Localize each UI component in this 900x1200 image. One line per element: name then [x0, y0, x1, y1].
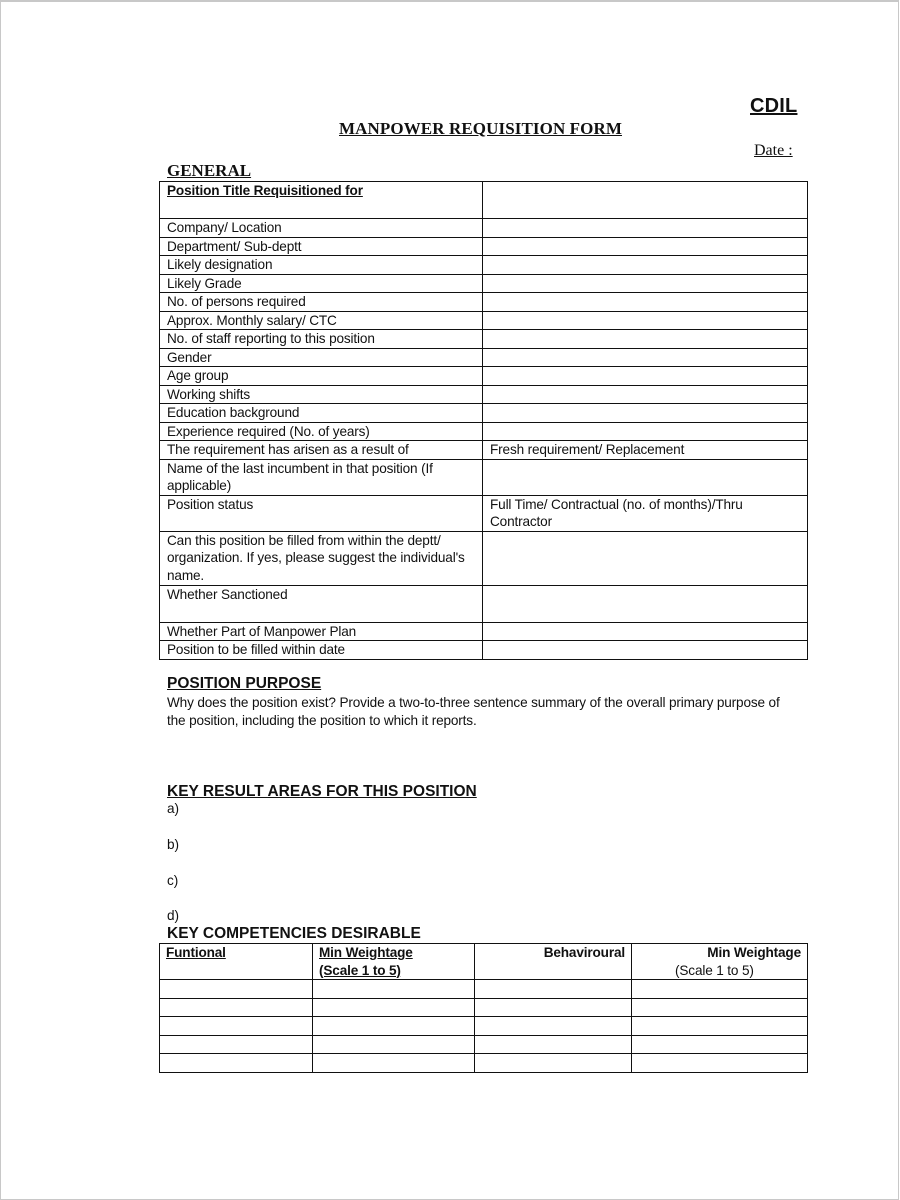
general-row	[160, 385, 808, 404]
competency-cell[interactable]	[632, 1054, 808, 1073]
field-value[interactable]: Fresh requirement/ Replacement	[483, 441, 808, 460]
field-label: Gender	[160, 348, 483, 367]
competency-row	[160, 1054, 808, 1073]
competency-row	[160, 980, 808, 999]
general-row	[160, 311, 808, 330]
general-row	[160, 459, 808, 495]
field-label: Age group	[160, 367, 483, 386]
field-value[interactable]	[483, 422, 808, 441]
competency-row	[160, 1017, 808, 1036]
general-row	[160, 622, 808, 641]
competency-cell[interactable]	[632, 1017, 808, 1036]
competency-cell[interactable]	[313, 1035, 475, 1054]
competency-cell[interactable]	[313, 980, 475, 999]
general-row	[160, 404, 808, 423]
field-value[interactable]	[483, 219, 808, 238]
competency-cell[interactable]	[313, 1017, 475, 1036]
col-behavioural: Behaviroural	[475, 944, 632, 980]
field-value[interactable]	[483, 256, 808, 275]
kra-item-d: d)	[167, 908, 180, 923]
field-label: Likely Grade	[160, 274, 483, 293]
field-label: Working shifts	[160, 385, 483, 404]
date-label: Date :	[754, 142, 793, 159]
competency-cell[interactable]	[160, 998, 313, 1017]
general-row	[160, 219, 808, 238]
general-row	[160, 274, 808, 293]
field-label: Position to be filled within date	[160, 641, 483, 660]
general-row	[160, 182, 808, 219]
key-result-areas-heading: KEY RESULT AREAS FOR THIS POSITION	[167, 783, 477, 800]
general-row	[160, 422, 808, 441]
col-functional: Funtional	[160, 944, 313, 980]
field-label: No. of persons required	[160, 293, 483, 312]
field-label: No. of staff reporting to this position	[160, 330, 483, 349]
form-title: MANPOWER REQUISITION FORM	[339, 119, 623, 138]
field-value[interactable]: Full Time/ Contractual (no. of months)/Thru Contractor	[483, 495, 808, 531]
general-row	[160, 641, 808, 660]
key-competencies-heading: KEY COMPETENCIES DESIRABLE	[167, 925, 421, 942]
competency-cell[interactable]	[313, 1054, 475, 1073]
field-value[interactable]	[483, 274, 808, 293]
field-label: Position Title Requisitioned for	[160, 182, 483, 219]
field-value[interactable]	[483, 459, 808, 495]
general-table	[159, 181, 808, 660]
field-label: Whether Sanctioned	[160, 585, 483, 622]
field-value[interactable]	[483, 622, 808, 641]
kra-item-b: b)	[167, 837, 180, 852]
competency-cell[interactable]	[475, 1035, 632, 1054]
field-value[interactable]	[483, 641, 808, 660]
field-value[interactable]	[483, 531, 808, 585]
field-label: Whether Part of Manpower Plan	[160, 622, 483, 641]
competency-cell[interactable]	[160, 1054, 313, 1073]
field-label: Position status	[160, 495, 483, 531]
field-value[interactable]	[483, 385, 808, 404]
competency-row	[160, 998, 808, 1017]
field-value[interactable]	[483, 585, 808, 622]
field-label: Department/ Sub-deptt	[160, 237, 483, 256]
general-row	[160, 330, 808, 349]
general-row	[160, 293, 808, 312]
field-label: The requirement has arisen as a result of	[160, 441, 483, 460]
general-row	[160, 237, 808, 256]
field-value[interactable]	[483, 182, 808, 219]
competency-cell[interactable]	[632, 1035, 808, 1054]
field-label: Education background	[160, 404, 483, 423]
competency-row	[160, 1035, 808, 1054]
field-value[interactable]	[483, 293, 808, 312]
kra-item-a: a)	[167, 801, 180, 816]
competency-cell[interactable]	[475, 998, 632, 1017]
competency-cell[interactable]	[475, 980, 632, 999]
field-label: Name of the last incumbent in that position (If applicable)	[160, 459, 483, 495]
field-value[interactable]	[483, 404, 808, 423]
general-row	[160, 367, 808, 386]
competency-cell[interactable]	[632, 998, 808, 1017]
general-row	[160, 495, 808, 531]
field-value[interactable]	[483, 237, 808, 256]
competency-cell[interactable]	[475, 1017, 632, 1036]
general-heading: GENERAL	[167, 161, 252, 180]
competency-cell[interactable]	[160, 1017, 313, 1036]
competency-cell[interactable]	[160, 980, 313, 999]
general-row	[160, 348, 808, 367]
field-label: Approx. Monthly salary/ CTC	[160, 311, 483, 330]
competencies-table	[159, 943, 808, 1073]
general-row	[160, 256, 808, 275]
position-purpose-heading: POSITION PURPOSE	[167, 675, 322, 692]
field-value[interactable]	[483, 311, 808, 330]
general-row	[160, 441, 808, 460]
field-value[interactable]	[483, 367, 808, 386]
competency-cell[interactable]	[632, 980, 808, 999]
field-value[interactable]	[483, 330, 808, 349]
general-row	[160, 585, 808, 622]
field-label: Company/ Location	[160, 219, 483, 238]
competency-cell[interactable]	[313, 998, 475, 1017]
field-label: Can this position be filled from within the deptt/ organization. If yes, please suggest the individual's name.	[160, 531, 483, 585]
field-label: Likely designation	[160, 256, 483, 275]
kra-item-c: c)	[167, 873, 179, 888]
position-purpose-text: Why does the position exist? Provide a two-to-three sentence summary of the overall primary purpose of the position, including the position to which it reports.	[167, 695, 780, 728]
field-label: Experience required (No. of years)	[160, 422, 483, 441]
company-name: CDIL	[750, 95, 798, 117]
competencies-header-row	[160, 944, 808, 980]
competency-cell[interactable]	[160, 1035, 313, 1054]
general-row	[160, 531, 808, 585]
competency-cell[interactable]	[475, 1054, 632, 1073]
col-min-weightage-functional: Min Weightage (Scale 1 to 5)	[313, 944, 475, 980]
field-value[interactable]	[483, 348, 808, 367]
col-min-weightage-behavioural: Min Weightage (Scale 1 to 5)	[632, 944, 808, 980]
